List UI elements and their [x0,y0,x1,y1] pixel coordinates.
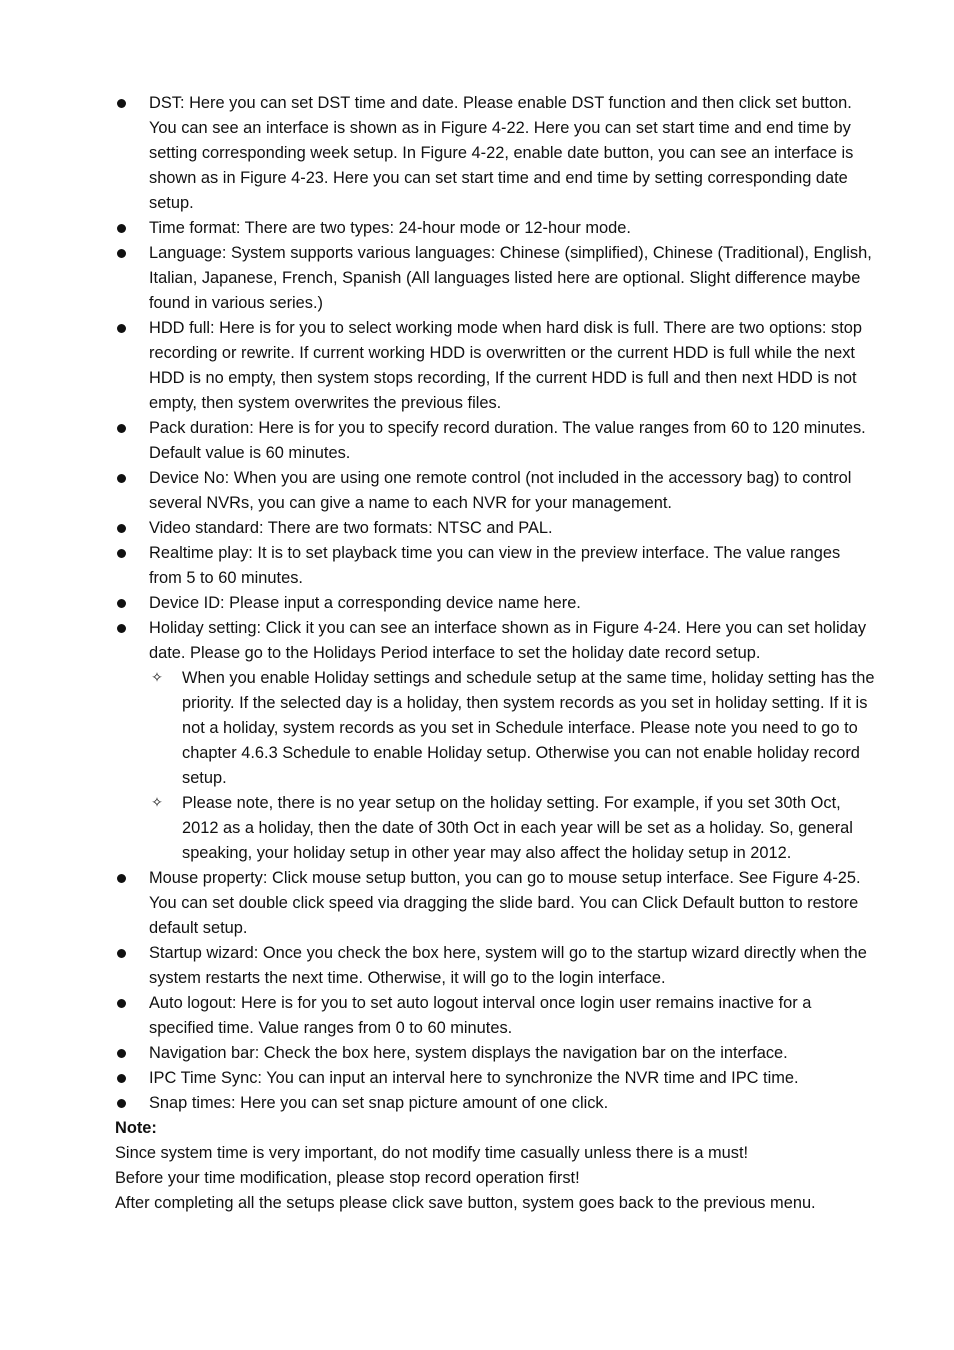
list-item-holiday-setting [115,616,875,666]
list-item-hdd-full [115,316,875,416]
list-item-text: Video standard: There are two formats: NTSC and PAL. [149,519,553,537]
bullet-icon [117,549,126,558]
list-item-pack-duration [115,416,875,466]
list-item-auto-logout [115,991,875,1041]
list-item-text: HDD full: Here is for you to select working mode when hard disk is full. There are two options: stop recording or rewrite. If current working HDD is overwritten or the current HDD is full while the next HDD is no empty, then system stops recording, If the current HDD is full and then next HDD is not empty, then system overwrites the previous files. [149,319,863,412]
list-item-language [115,241,875,316]
list-item-video-standard [115,516,875,541]
list-item-text: Time format: There are two types: 24-hour mode or 12-hour mode. [149,219,631,237]
list-item-startup-wizard [115,941,875,991]
bullet-icon [117,524,126,533]
diamond-star-icon: ✧ [151,670,163,686]
list-item-snap-times [115,1091,875,1116]
note-line: After completing all the setups please click save button, system goes back to the previous menu. [115,1194,816,1212]
note-line: Before your time modification, please stop record operation first! [115,1169,580,1187]
list-item-text: Pack duration: Here is for you to specify record duration. The value ranges from 60 to 120 minutes. Default value is 60 minutes. [149,419,866,462]
list-item-text: Language: System supports various languages: Chinese (simplified), Chinese (Traditional), English, Italian, Japanese, French, Spanish (All languages listed here are optional. Slight difference maybe found in various series.) [149,244,872,312]
list-item-text: Snap times: Here you can set snap picture amount of one click. [149,1094,609,1112]
list-item-realtime-play [115,541,875,591]
list-item-time-format [115,216,875,241]
list-item-mouse-property [115,866,875,941]
sub-list-item-holiday-year [115,791,875,866]
list-item-text: Realtime play: It is to set playback time you can view in the preview interface. The value ranges from 5 to 60 minutes. [149,544,841,587]
sub-list-item-text: Please note, there is no year setup on the holiday setting. For example, if you set 30th Oct, 2012 as a holiday, then the date of 30th Oct in each year will be set as a holiday. So, general speaking, your holiday setup in other year may also affect the holiday setup in 2012. [182,794,853,862]
sub-list-item-text: When you enable Holiday settings and schedule setup at the same time, holiday setting has the priority. If the selected day is a holiday, then system records as you set in holiday setting. If it is not a holiday, system records as you set in Schedule interface. Please note you need to go to chapter 4.6.3 Schedule to enable Holiday setup. Otherwise you can not enable holiday record setup. [182,669,875,787]
bullet-icon [117,599,126,608]
list-item-text: Mouse property: Click mouse setup button, you can go to mouse setup interface. See Figure 4-25. You can set double click speed via dragging the slide bard. You can Click Default button to restore default setup. [149,869,861,937]
bullet-icon [117,874,126,883]
list-item-text: Navigation bar: Check the box here, system displays the navigation bar on the interface. [149,1044,788,1062]
bullet-icon [117,624,126,633]
list-item-text: Device ID: Please input a corresponding device name here. [149,594,581,612]
list-item-device-id [115,591,875,616]
list-item-text: DST: Here you can set DST time and date. Please enable DST function and then click set button. You can see an interface is shown as in Figure 4-22. Here you can set start time and end time by setting corresponding week setup. In Figure 4-22, enable date button, you can see an interface is shown as in Figure 4-23. Here you can set start time and end time by setting corresponding date setup. [149,94,854,212]
list-item-text: Holiday setting: Click it you can see an interface shown as in Figure 4-24. Here you can set holiday date. Please go to the Holidays Period interface to set the holiday date record setup. [149,619,867,662]
sub-list-item-holiday-priority [115,666,875,791]
list-item-navigation-bar [115,1041,875,1066]
bullet-icon [117,1074,126,1083]
bullet-icon [117,474,126,483]
bullet-icon [117,1049,126,1058]
list-item-text: Auto logout: Here is for you to set auto logout interval once login user remains inactive for a specified time. Value ranges from 0 to 60 minutes. [149,994,812,1037]
bullet-icon [117,999,126,1008]
list-item-text: Device No: When you are using one remote control (not included in the accessory bag) to control several NVRs, you can give a name to each NVR for your management. [149,469,852,512]
list-item-text: IPC Time Sync: You can input an interval here to synchronize the NVR time and IPC time. [149,1069,799,1087]
bullet-icon [117,249,126,258]
note-line: Since system time is very important, do not modify time casually unless there is a must! [115,1144,749,1162]
bullet-icon [117,224,126,233]
bullet-icon [117,424,126,433]
bullet-icon [117,324,126,333]
list-item-ipc-time-sync [115,1066,875,1091]
list-item-dst [115,91,875,216]
note-heading: Note: [115,1119,157,1137]
document-content [115,91,875,1216]
bullet-icon [117,1099,126,1108]
list-item-device-no [115,466,875,516]
diamond-star-icon: ✧ [151,795,163,811]
bullet-icon [117,99,126,108]
list-item-text: Startup wizard: Once you check the box here, system will go to the startup wizard directly when the system restarts the next time. Otherwise, it will go to the login interface. [149,944,867,987]
bullet-icon [117,949,126,958]
